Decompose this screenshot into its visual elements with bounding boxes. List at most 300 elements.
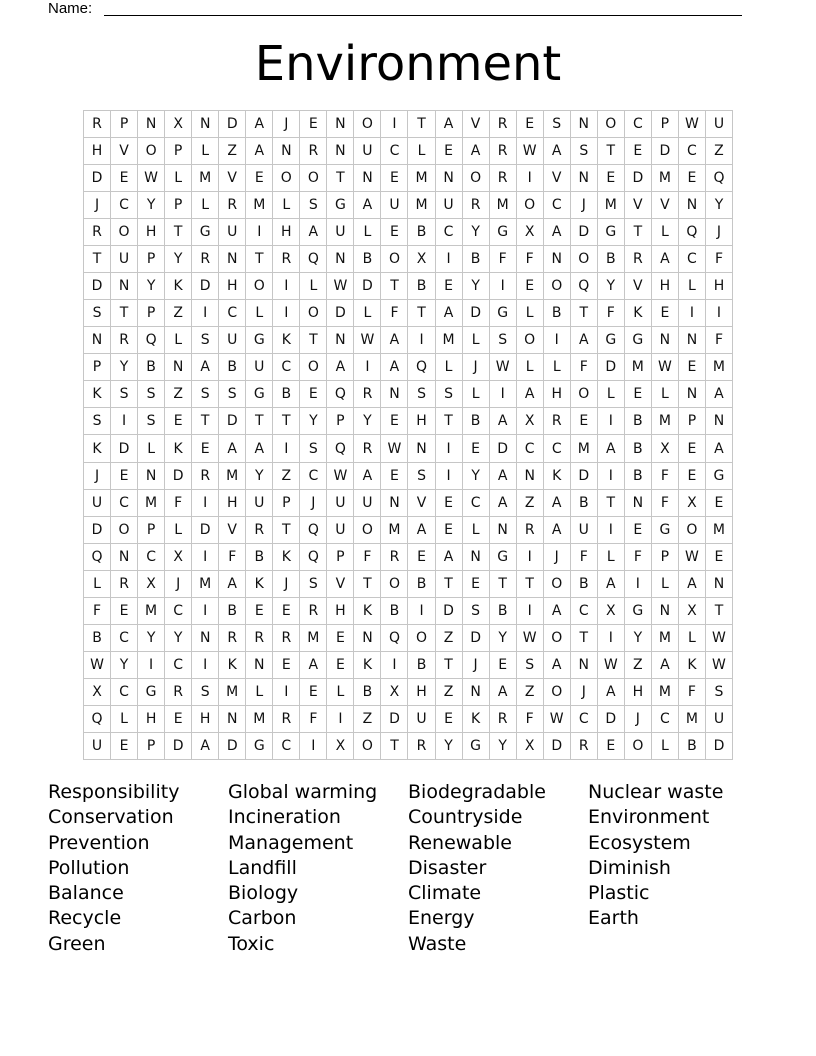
- grid-cell: S: [300, 571, 327, 598]
- grid-cell: A: [544, 138, 571, 165]
- grid-cell: G: [598, 327, 625, 354]
- grid-cell: C: [300, 463, 327, 490]
- grid-cell: A: [544, 652, 571, 679]
- grid-cell: W: [490, 354, 517, 381]
- grid-cell: M: [490, 192, 517, 219]
- grid-cell: M: [436, 327, 463, 354]
- grid-cell: S: [192, 381, 219, 408]
- grid-cell: L: [679, 273, 706, 300]
- grid-cell: M: [625, 354, 652, 381]
- grid-cell: D: [219, 733, 246, 760]
- word-list-item: Biodegradable: [408, 781, 546, 803]
- grid-cell: I: [598, 517, 625, 544]
- grid-cell: Y: [436, 733, 463, 760]
- grid-cell: T: [273, 517, 300, 544]
- grid-cell: C: [544, 435, 571, 462]
- grid-cell: N: [84, 327, 111, 354]
- grid-cell: E: [517, 111, 544, 138]
- grid-cell: U: [706, 111, 733, 138]
- grid-cell: D: [84, 165, 111, 192]
- grid-cell: P: [138, 300, 165, 327]
- grid-cell: A: [490, 463, 517, 490]
- grid-cell: E: [436, 706, 463, 733]
- grid-cell: N: [706, 408, 733, 435]
- grid-cell: H: [408, 408, 435, 435]
- grid-cell: E: [652, 300, 679, 327]
- grid-cell: I: [246, 219, 273, 246]
- word-list-item: Waste: [408, 932, 467, 955]
- grid-cell: D: [544, 733, 571, 760]
- grid-cell: D: [706, 733, 733, 760]
- grid-cell: C: [111, 625, 138, 652]
- grid-cell: T: [436, 652, 463, 679]
- grid-cell: S: [138, 381, 165, 408]
- grid-cell: D: [625, 165, 652, 192]
- word-list-item: Nuclear waste: [588, 781, 724, 803]
- grid-cell: N: [138, 463, 165, 490]
- grid-cell: T: [598, 490, 625, 517]
- grid-cell: R: [192, 463, 219, 490]
- grid-cell: V: [111, 138, 138, 165]
- grid-cell: F: [571, 544, 598, 571]
- grid-cell: R: [354, 435, 381, 462]
- grid-cell: W: [327, 273, 354, 300]
- grid-cell: C: [111, 192, 138, 219]
- grid-cell: L: [138, 435, 165, 462]
- grid-cell: N: [327, 111, 354, 138]
- grid-cell: A: [192, 733, 219, 760]
- grid-cell: I: [192, 598, 219, 625]
- grid-cell: R: [354, 381, 381, 408]
- grid-cell: M: [706, 354, 733, 381]
- grid-cell: E: [436, 517, 463, 544]
- grid-cell: N: [327, 138, 354, 165]
- grid-cell: E: [679, 435, 706, 462]
- grid-cell: C: [165, 652, 192, 679]
- grid-cell: I: [490, 381, 517, 408]
- grid-cell: J: [625, 706, 652, 733]
- grid-cell: Z: [436, 625, 463, 652]
- grid-cell: N: [165, 354, 192, 381]
- grid-cell: C: [111, 679, 138, 706]
- grid-cell: O: [381, 246, 408, 273]
- grid-cell: R: [490, 111, 517, 138]
- grid-cell: F: [381, 300, 408, 327]
- grid-cell: L: [652, 571, 679, 598]
- word-list-item: Conservation: [48, 806, 174, 829]
- grid-cell: S: [408, 463, 435, 490]
- grid-cell: N: [463, 679, 490, 706]
- grid-cell: G: [490, 300, 517, 327]
- grid-cell: G: [598, 219, 625, 246]
- grid-cell: Q: [84, 706, 111, 733]
- grid-cell: M: [408, 165, 435, 192]
- grid-cell: C: [571, 706, 598, 733]
- grid-cell: K: [246, 571, 273, 598]
- grid-cell: O: [354, 517, 381, 544]
- grid-cell: F: [625, 544, 652, 571]
- grid-cell: E: [679, 463, 706, 490]
- grid-cell: M: [408, 192, 435, 219]
- grid-cell: Z: [165, 300, 192, 327]
- word-list-item: Balance: [48, 882, 124, 905]
- grid-cell: B: [625, 435, 652, 462]
- grid-cell: G: [246, 381, 273, 408]
- grid-cell: M: [652, 408, 679, 435]
- grid-cell: L: [463, 381, 490, 408]
- grid-cell: N: [192, 625, 219, 652]
- grid-cell: M: [706, 517, 733, 544]
- grid-cell: A: [544, 598, 571, 625]
- grid-cell: K: [625, 300, 652, 327]
- grid-cell: F: [517, 706, 544, 733]
- grid-cell: Z: [517, 679, 544, 706]
- grid-cell: P: [652, 111, 679, 138]
- grid-cell: S: [300, 192, 327, 219]
- grid-cell: N: [436, 165, 463, 192]
- grid-cell: H: [192, 706, 219, 733]
- grid-cell: A: [544, 490, 571, 517]
- grid-cell: R: [111, 571, 138, 598]
- grid-cell: S: [436, 381, 463, 408]
- grid-cell: H: [219, 490, 246, 517]
- grid-cell: J: [300, 490, 327, 517]
- grid-cell: Y: [138, 625, 165, 652]
- grid-cell: G: [246, 327, 273, 354]
- grid-cell: B: [544, 300, 571, 327]
- grid-cell: B: [408, 571, 435, 598]
- grid-cell: T: [246, 408, 273, 435]
- grid-cell: A: [463, 138, 490, 165]
- grid-cell: U: [706, 706, 733, 733]
- grid-cell: V: [219, 517, 246, 544]
- grid-cell: J: [571, 679, 598, 706]
- word-list-item: Diminish: [588, 856, 671, 879]
- grid-cell: X: [327, 733, 354, 760]
- grid-cell: E: [436, 273, 463, 300]
- grid-cell: O: [300, 165, 327, 192]
- grid-cell: P: [327, 544, 354, 571]
- grid-cell: L: [598, 381, 625, 408]
- grid-cell: J: [165, 571, 192, 598]
- grid-cell: I: [517, 165, 544, 192]
- grid-cell: B: [354, 679, 381, 706]
- grid-cell: C: [111, 490, 138, 517]
- grid-cell: E: [463, 571, 490, 598]
- grid-cell: F: [517, 246, 544, 273]
- grid-cell: S: [84, 300, 111, 327]
- grid-cell: O: [544, 679, 571, 706]
- grid-cell: I: [273, 300, 300, 327]
- grid-cell: O: [544, 625, 571, 652]
- grid-cell: S: [192, 327, 219, 354]
- letter-grid: [83, 110, 733, 760]
- grid-cell: A: [679, 571, 706, 598]
- grid-cell: D: [354, 273, 381, 300]
- grid-cell: N: [381, 490, 408, 517]
- grid-cell: E: [327, 625, 354, 652]
- grid-cell: N: [354, 625, 381, 652]
- grid-cell: B: [84, 625, 111, 652]
- grid-cell: B: [571, 490, 598, 517]
- grid-cell: O: [111, 517, 138, 544]
- word-list-item: Toxic: [228, 932, 275, 955]
- grid-cell: U: [111, 246, 138, 273]
- grid-cell: D: [598, 706, 625, 733]
- word-list-item: Landfill: [228, 856, 297, 879]
- grid-cell: G: [652, 517, 679, 544]
- grid-cell: Z: [273, 463, 300, 490]
- grid-cell: W: [679, 544, 706, 571]
- grid-cell: L: [652, 381, 679, 408]
- grid-cell: S: [517, 652, 544, 679]
- grid-cell: C: [571, 598, 598, 625]
- word-list-item: Renewable: [408, 831, 512, 854]
- grid-cell: V: [625, 192, 652, 219]
- grid-cell: N: [408, 435, 435, 462]
- grid-cell: H: [138, 219, 165, 246]
- grid-cell: M: [598, 192, 625, 219]
- grid-cell: A: [381, 327, 408, 354]
- grid-cell: A: [436, 111, 463, 138]
- grid-cell: J: [544, 544, 571, 571]
- grid-cell: U: [436, 192, 463, 219]
- grid-cell: M: [652, 679, 679, 706]
- grid-cell: N: [652, 598, 679, 625]
- grid-cell: W: [381, 435, 408, 462]
- grid-cell: C: [381, 138, 408, 165]
- grid-cell: X: [138, 571, 165, 598]
- grid-cell: K: [84, 381, 111, 408]
- grid-cell: W: [544, 706, 571, 733]
- grid-cell: G: [138, 679, 165, 706]
- grid-cell: F: [652, 490, 679, 517]
- grid-cell: I: [273, 435, 300, 462]
- grid-cell: L: [246, 679, 273, 706]
- grid-cell: A: [490, 679, 517, 706]
- grid-cell: S: [84, 408, 111, 435]
- grid-cell: G: [246, 733, 273, 760]
- grid-cell: Y: [598, 273, 625, 300]
- grid-cell: T: [84, 246, 111, 273]
- grid-cell: M: [138, 490, 165, 517]
- grid-cell: N: [706, 571, 733, 598]
- grid-cell: O: [111, 219, 138, 246]
- grid-cell: Q: [300, 246, 327, 273]
- grid-cell: T: [192, 408, 219, 435]
- grid-cell: D: [381, 706, 408, 733]
- grid-cell: N: [327, 327, 354, 354]
- grid-cell: R: [490, 706, 517, 733]
- grid-cell: M: [652, 165, 679, 192]
- grid-cell: E: [273, 598, 300, 625]
- grid-cell: H: [138, 706, 165, 733]
- grid-cell: A: [354, 192, 381, 219]
- grid-cell: T: [273, 408, 300, 435]
- grid-cell: L: [165, 165, 192, 192]
- grid-cell: J: [273, 111, 300, 138]
- grid-cell: D: [84, 517, 111, 544]
- grid-cell: P: [652, 544, 679, 571]
- grid-cell: K: [544, 463, 571, 490]
- grid-cell: N: [219, 706, 246, 733]
- grid-cell: O: [571, 381, 598, 408]
- grid-cell: D: [598, 354, 625, 381]
- grid-cell: X: [381, 679, 408, 706]
- grid-cell: A: [354, 463, 381, 490]
- grid-cell: D: [165, 463, 192, 490]
- grid-cell: O: [300, 300, 327, 327]
- grid-cell: A: [598, 679, 625, 706]
- grid-cell: T: [246, 246, 273, 273]
- grid-cell: N: [544, 246, 571, 273]
- grid-cell: A: [490, 408, 517, 435]
- grid-cell: A: [246, 138, 273, 165]
- grid-cell: W: [354, 327, 381, 354]
- grid-cell: G: [463, 733, 490, 760]
- grid-cell: E: [246, 165, 273, 192]
- grid-cell: O: [625, 733, 652, 760]
- name-underline[interactable]: [104, 15, 742, 16]
- name-field[interactable]: [48, 0, 742, 17]
- grid-cell: I: [192, 652, 219, 679]
- grid-cell: T: [408, 300, 435, 327]
- grid-cell: D: [490, 435, 517, 462]
- grid-cell: E: [111, 733, 138, 760]
- grid-cell: E: [625, 381, 652, 408]
- grid-cell: E: [679, 354, 706, 381]
- grid-cell: R: [192, 246, 219, 273]
- grid-cell: K: [84, 435, 111, 462]
- grid-cell: R: [165, 679, 192, 706]
- grid-cell: X: [679, 490, 706, 517]
- grid-cell: D: [192, 517, 219, 544]
- word-list-item: Pollution: [48, 856, 130, 879]
- grid-cell: P: [165, 138, 192, 165]
- grid-cell: I: [544, 327, 571, 354]
- word-list-item: Disaster: [408, 856, 487, 879]
- grid-cell: X: [517, 408, 544, 435]
- grid-cell: Z: [219, 138, 246, 165]
- word-list-item: Green: [48, 932, 106, 955]
- grid-cell: E: [571, 408, 598, 435]
- grid-cell: I: [192, 544, 219, 571]
- grid-cell: I: [381, 111, 408, 138]
- grid-cell: Y: [165, 625, 192, 652]
- grid-cell: N: [192, 111, 219, 138]
- grid-cell: E: [679, 165, 706, 192]
- grid-cell: T: [436, 408, 463, 435]
- grid-cell: I: [598, 463, 625, 490]
- grid-cell: B: [679, 733, 706, 760]
- grid-cell: A: [300, 652, 327, 679]
- grid-cell: L: [517, 300, 544, 327]
- grid-cell: B: [408, 219, 435, 246]
- grid-cell: K: [354, 652, 381, 679]
- word-list-item: Environment: [588, 806, 710, 829]
- grid-cell: M: [571, 435, 598, 462]
- grid-cell: N: [652, 327, 679, 354]
- grid-cell: K: [679, 652, 706, 679]
- grid-cell: Y: [706, 192, 733, 219]
- grid-cell: E: [436, 490, 463, 517]
- grid-cell: J: [273, 571, 300, 598]
- grid-cell: R: [273, 625, 300, 652]
- grid-cell: R: [273, 706, 300, 733]
- grid-cell: W: [84, 652, 111, 679]
- grid-cell: N: [381, 381, 408, 408]
- grid-cell: B: [408, 652, 435, 679]
- grid-cell: B: [219, 354, 246, 381]
- page-title: Environment: [254, 36, 562, 92]
- grid-cell: U: [246, 490, 273, 517]
- grid-cell: I: [679, 300, 706, 327]
- grid-cell: I: [517, 544, 544, 571]
- word-list-item: Recycle: [48, 907, 122, 930]
- grid-cell: I: [381, 652, 408, 679]
- grid-cell: M: [679, 706, 706, 733]
- grid-cell: T: [408, 111, 435, 138]
- grid-cell: D: [219, 408, 246, 435]
- grid-cell: U: [354, 490, 381, 517]
- word-list-item: Ecosystem: [588, 831, 691, 854]
- grid-cell: E: [327, 652, 354, 679]
- grid-cell: R: [300, 138, 327, 165]
- grid-cell: Z: [625, 652, 652, 679]
- word-list-item: Plastic: [588, 882, 650, 905]
- grid-cell: K: [354, 598, 381, 625]
- grid-cell: Z: [517, 490, 544, 517]
- grid-cell: U: [381, 192, 408, 219]
- grid-cell: X: [165, 111, 192, 138]
- grid-cell: X: [517, 733, 544, 760]
- grid-cell: D: [84, 273, 111, 300]
- grid-cell: R: [490, 165, 517, 192]
- grid-cell: O: [354, 111, 381, 138]
- grid-cell: F: [598, 300, 625, 327]
- grid-cell: Y: [111, 652, 138, 679]
- grid-cell: C: [544, 192, 571, 219]
- grid-cell: V: [463, 111, 490, 138]
- grid-cell: Q: [138, 327, 165, 354]
- grid-cell: J: [571, 192, 598, 219]
- grid-cell: T: [571, 625, 598, 652]
- grid-cell: A: [652, 652, 679, 679]
- grid-cell: N: [517, 463, 544, 490]
- grid-cell: A: [544, 517, 571, 544]
- grid-cell: O: [517, 192, 544, 219]
- grid-cell: I: [517, 598, 544, 625]
- grid-cell: O: [679, 517, 706, 544]
- grid-cell: I: [111, 408, 138, 435]
- grid-cell: X: [652, 435, 679, 462]
- word-list-item: Countryside: [408, 806, 523, 829]
- grid-cell: E: [300, 111, 327, 138]
- grid-cell: E: [381, 463, 408, 490]
- grid-cell: H: [652, 273, 679, 300]
- grid-cell: L: [517, 354, 544, 381]
- grid-cell: J: [463, 354, 490, 381]
- grid-cell: Q: [679, 219, 706, 246]
- word-list-item: Prevention: [48, 831, 150, 854]
- grid-cell: G: [625, 327, 652, 354]
- grid-cell: G: [192, 219, 219, 246]
- grid-cell: C: [165, 598, 192, 625]
- grid-cell: C: [219, 300, 246, 327]
- grid-cell: T: [381, 733, 408, 760]
- grid-cell: J: [706, 219, 733, 246]
- grid-cell: C: [273, 354, 300, 381]
